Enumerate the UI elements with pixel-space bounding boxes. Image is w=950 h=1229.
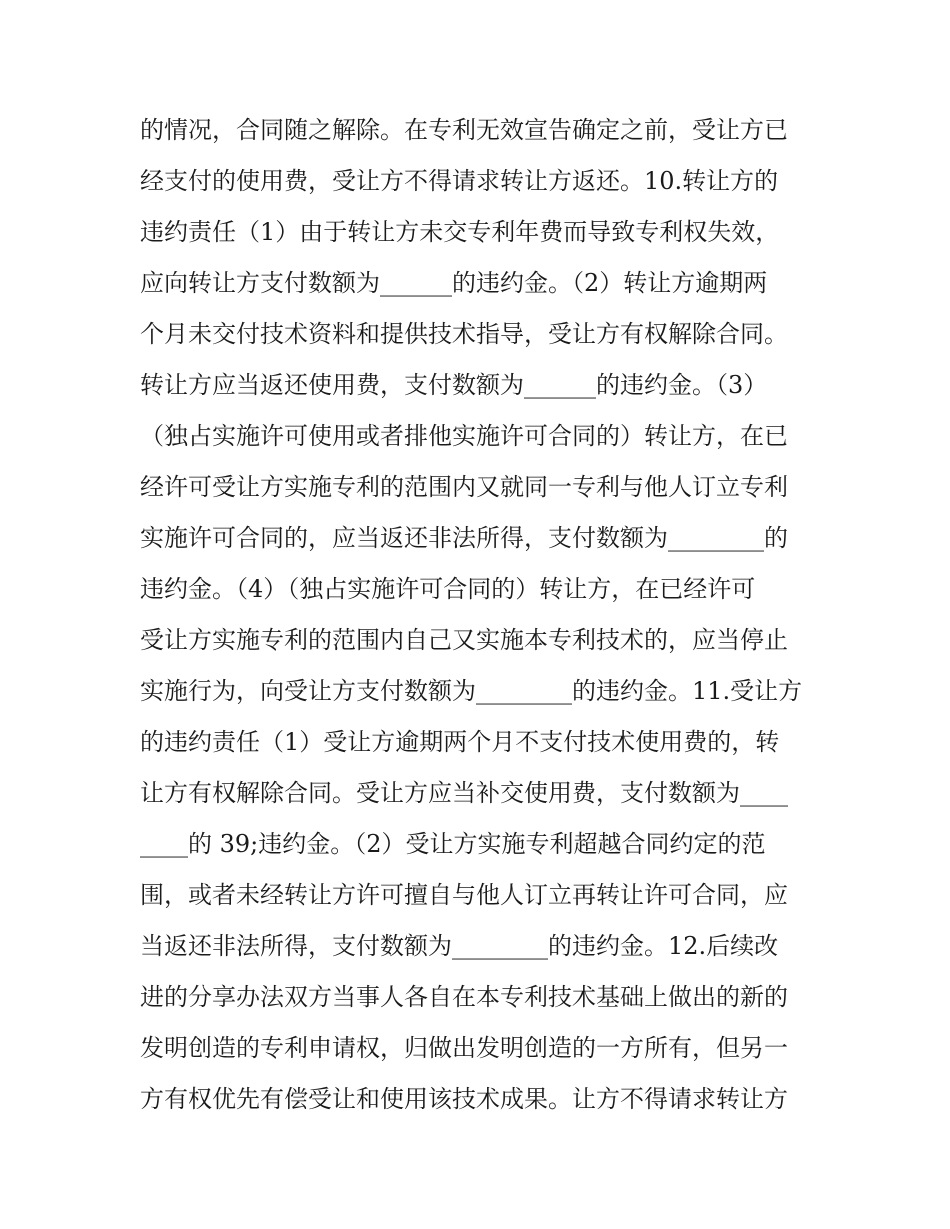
- text-line: 实施行为，向受让方支付数额为________的违约金。11.受让方: [140, 677, 803, 705]
- text-line: 让方有权解除合同。受让方应当补交使用费，支付数额为____: [140, 779, 788, 807]
- text-line: 违约责任（1）由于转让方未交专利年费而导致专利权失效，: [140, 218, 780, 246]
- text-line: 违约金。（4）（独占实施许可合同的）转让方，在已经许可: [140, 575, 756, 603]
- text-line: ____的 39;违约金。（2）受让方实施专利超越合同约定的范: [140, 830, 766, 858]
- text-line: 实施许可合同的，应当返还非法所得，支付数额为________的: [140, 524, 788, 552]
- text-line: 发明创造的专利申请权，归做出发明创造的一方所有，但另一: [140, 1034, 788, 1062]
- text-line: 围，或者未经转让方许可擅自与他人订立再转让许可合同，应: [140, 881, 788, 909]
- text-line: 受让方实施专利的范围内自己又实施本专利技术的，应当停止: [140, 626, 788, 654]
- text-line: 个月未交付技术资料和提供技术指导，受让方有权解除合同。: [140, 320, 788, 348]
- text-line: 的违约责任（1）受让方逾期两个月不支付技术使用费的，转: [140, 728, 780, 756]
- body-text: [140, 105, 820, 1125]
- text-line: 经许可受让方实施专利的范围内又就同一专利与他人订立专利: [140, 473, 788, 501]
- text-line: 进的分享办法双方当事人各自在本专利技术基础上做出的新的: [140, 983, 788, 1011]
- text-line: 方有权优先有偿受让和使用该技术成果。让方不得请求转让方: [140, 1085, 788, 1113]
- text-line: 应向转让方支付数额为______的违约金。（2）转让方逾期两: [140, 269, 768, 297]
- text-line: 经支付的使用费，受让方不得请求转让方返还。10.转让方的: [140, 167, 779, 195]
- text-line: 转让方应当返还使用费，支付数额为______的违约金。（3）: [140, 371, 768, 399]
- text-line: 当返还非法所得，支付数额为________的违约金。12.后续改: [140, 932, 779, 960]
- text-line: 的情况，合同随之解除。在专利无效宣告确定之前，受让方已: [140, 116, 788, 144]
- text-line: （独占实施许可使用或者排他实施许可合同的）转让方，在已: [140, 422, 788, 450]
